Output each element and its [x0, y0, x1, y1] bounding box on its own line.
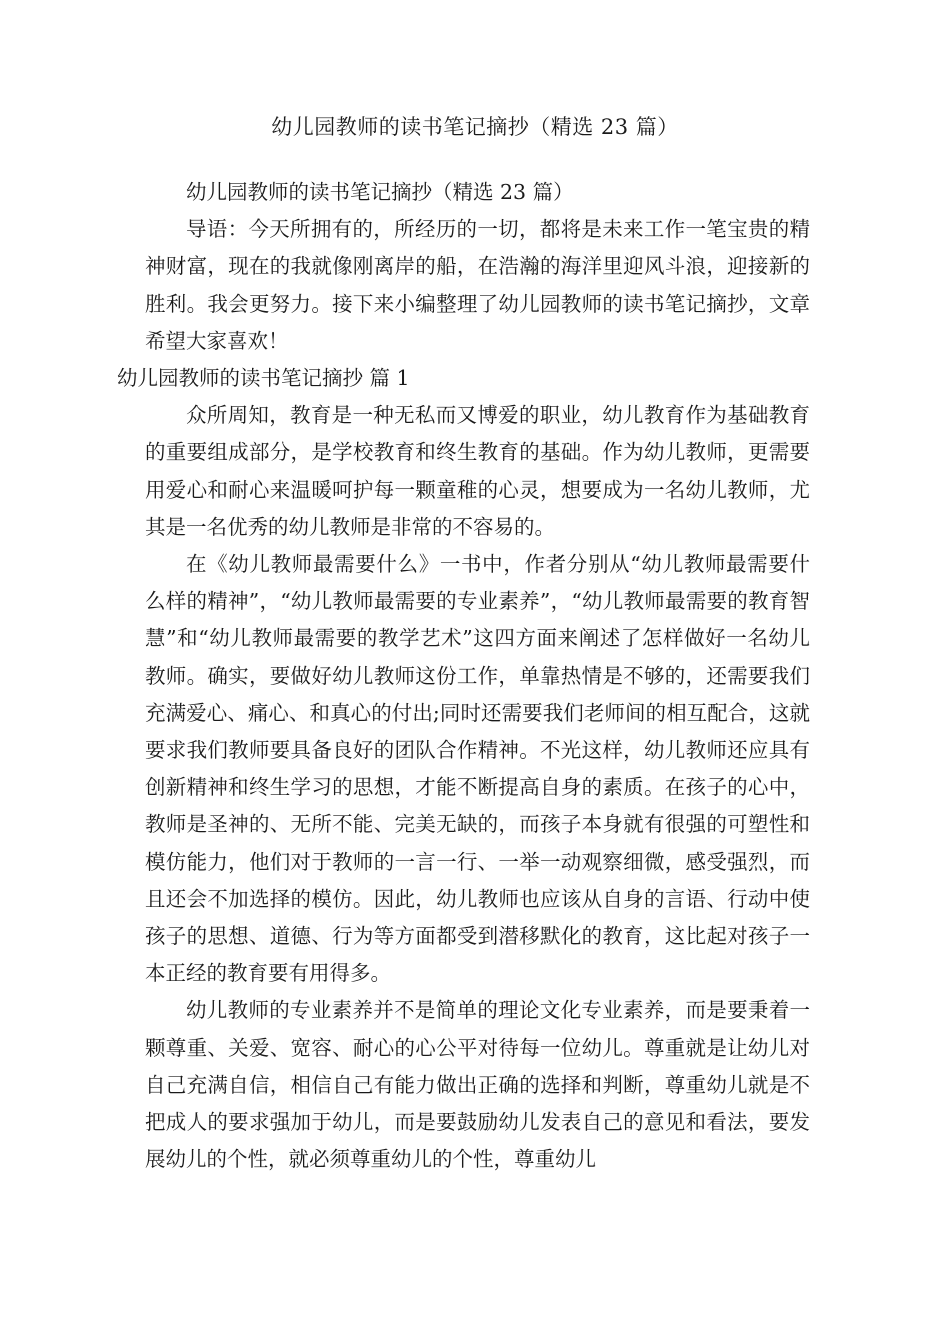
intro-paragraph: 导语：今天所拥有的，所经历的一切，都将是未来工作一笔宝贵的精神财富，现在的我就像刚离岸的船，在浩瀚的海洋里迎风斗浪，迎接新的胜利。我会更努力。接下来小编整理了幼儿园教师的读书笔记摘抄，文章希望大家喜欢！	[145, 217, 810, 353]
document-subtitle: 幼儿园教师的读书笔记摘抄（精选 23 篇）	[186, 180, 574, 204]
document-body	[117, 174, 810, 1178]
section-heading: 幼儿园教师的读书笔记摘抄 篇 1	[117, 366, 410, 391]
body-paragraph: 幼儿教师的专业素养并不是简单的理论文化专业素养，而是要秉着一颗尊重、关爱、宽容、耐心的心公平对待每一位幼儿。尊重就是让幼儿对自己充满自信，相信自己有能力做出正确的选择和判断，尊重幼儿就是不把成人的要求强加于幼儿，而是要鼓励幼儿发表自己的意见和看法，要发展幼儿的个性，就必须尊重幼儿的个性，尊重幼儿	[145, 998, 810, 1172]
document-title: 幼儿园教师的读书笔记摘抄（精选 23 篇）	[271, 115, 679, 139]
body-paragraph: 众所周知，教育是一种无私而又博爱的职业，幼儿教育作为基础教育的重要组成部分，是学校教育和终生教育的基础。作为幼儿教师，更需要用爱心和耐心来温暖呵护每一颗童稚的心灵，想要成为一名幼儿教师，尤其是一名优秀的幼儿教师是非常的不容易的。	[145, 403, 810, 539]
body-paragraph: 在《幼儿教师最需要什么》一书中，作者分别从“幼儿教师最需要什么样的精神”，“幼儿教师最需要的专业素养”，“幼儿教师最需要的教育智慧”和“幼儿教师最需要的教学艺术”这四方面来阐述了怎样做好一名幼儿教师。确实，要做好幼儿教师这份工作，单靠热情是不够的，还需要我们充满爱心、痛心、和真心的付出;同时还需要我们老师间的相互配合，这就要求我们教师要具备良好的团队合作精神。不光这样，幼儿教师还应具有创新精神和终生学习的思想，才能不断提高自身的素质。在孩子的心中，教师是圣神的、无所不能、完美无缺的，而孩子本身就有很强的可塑性和模仿能力，他们对于教师的一言一行、一举一动观察细微，感受强烈，而且还会不加选择的模仿。因此，幼儿教师也应该从自身的言语、行动中使孩子的思想、道德、行为等方面都受到潜移默化的教育，这比起对孩子一本正经的教育要有用得多。	[145, 552, 810, 986]
